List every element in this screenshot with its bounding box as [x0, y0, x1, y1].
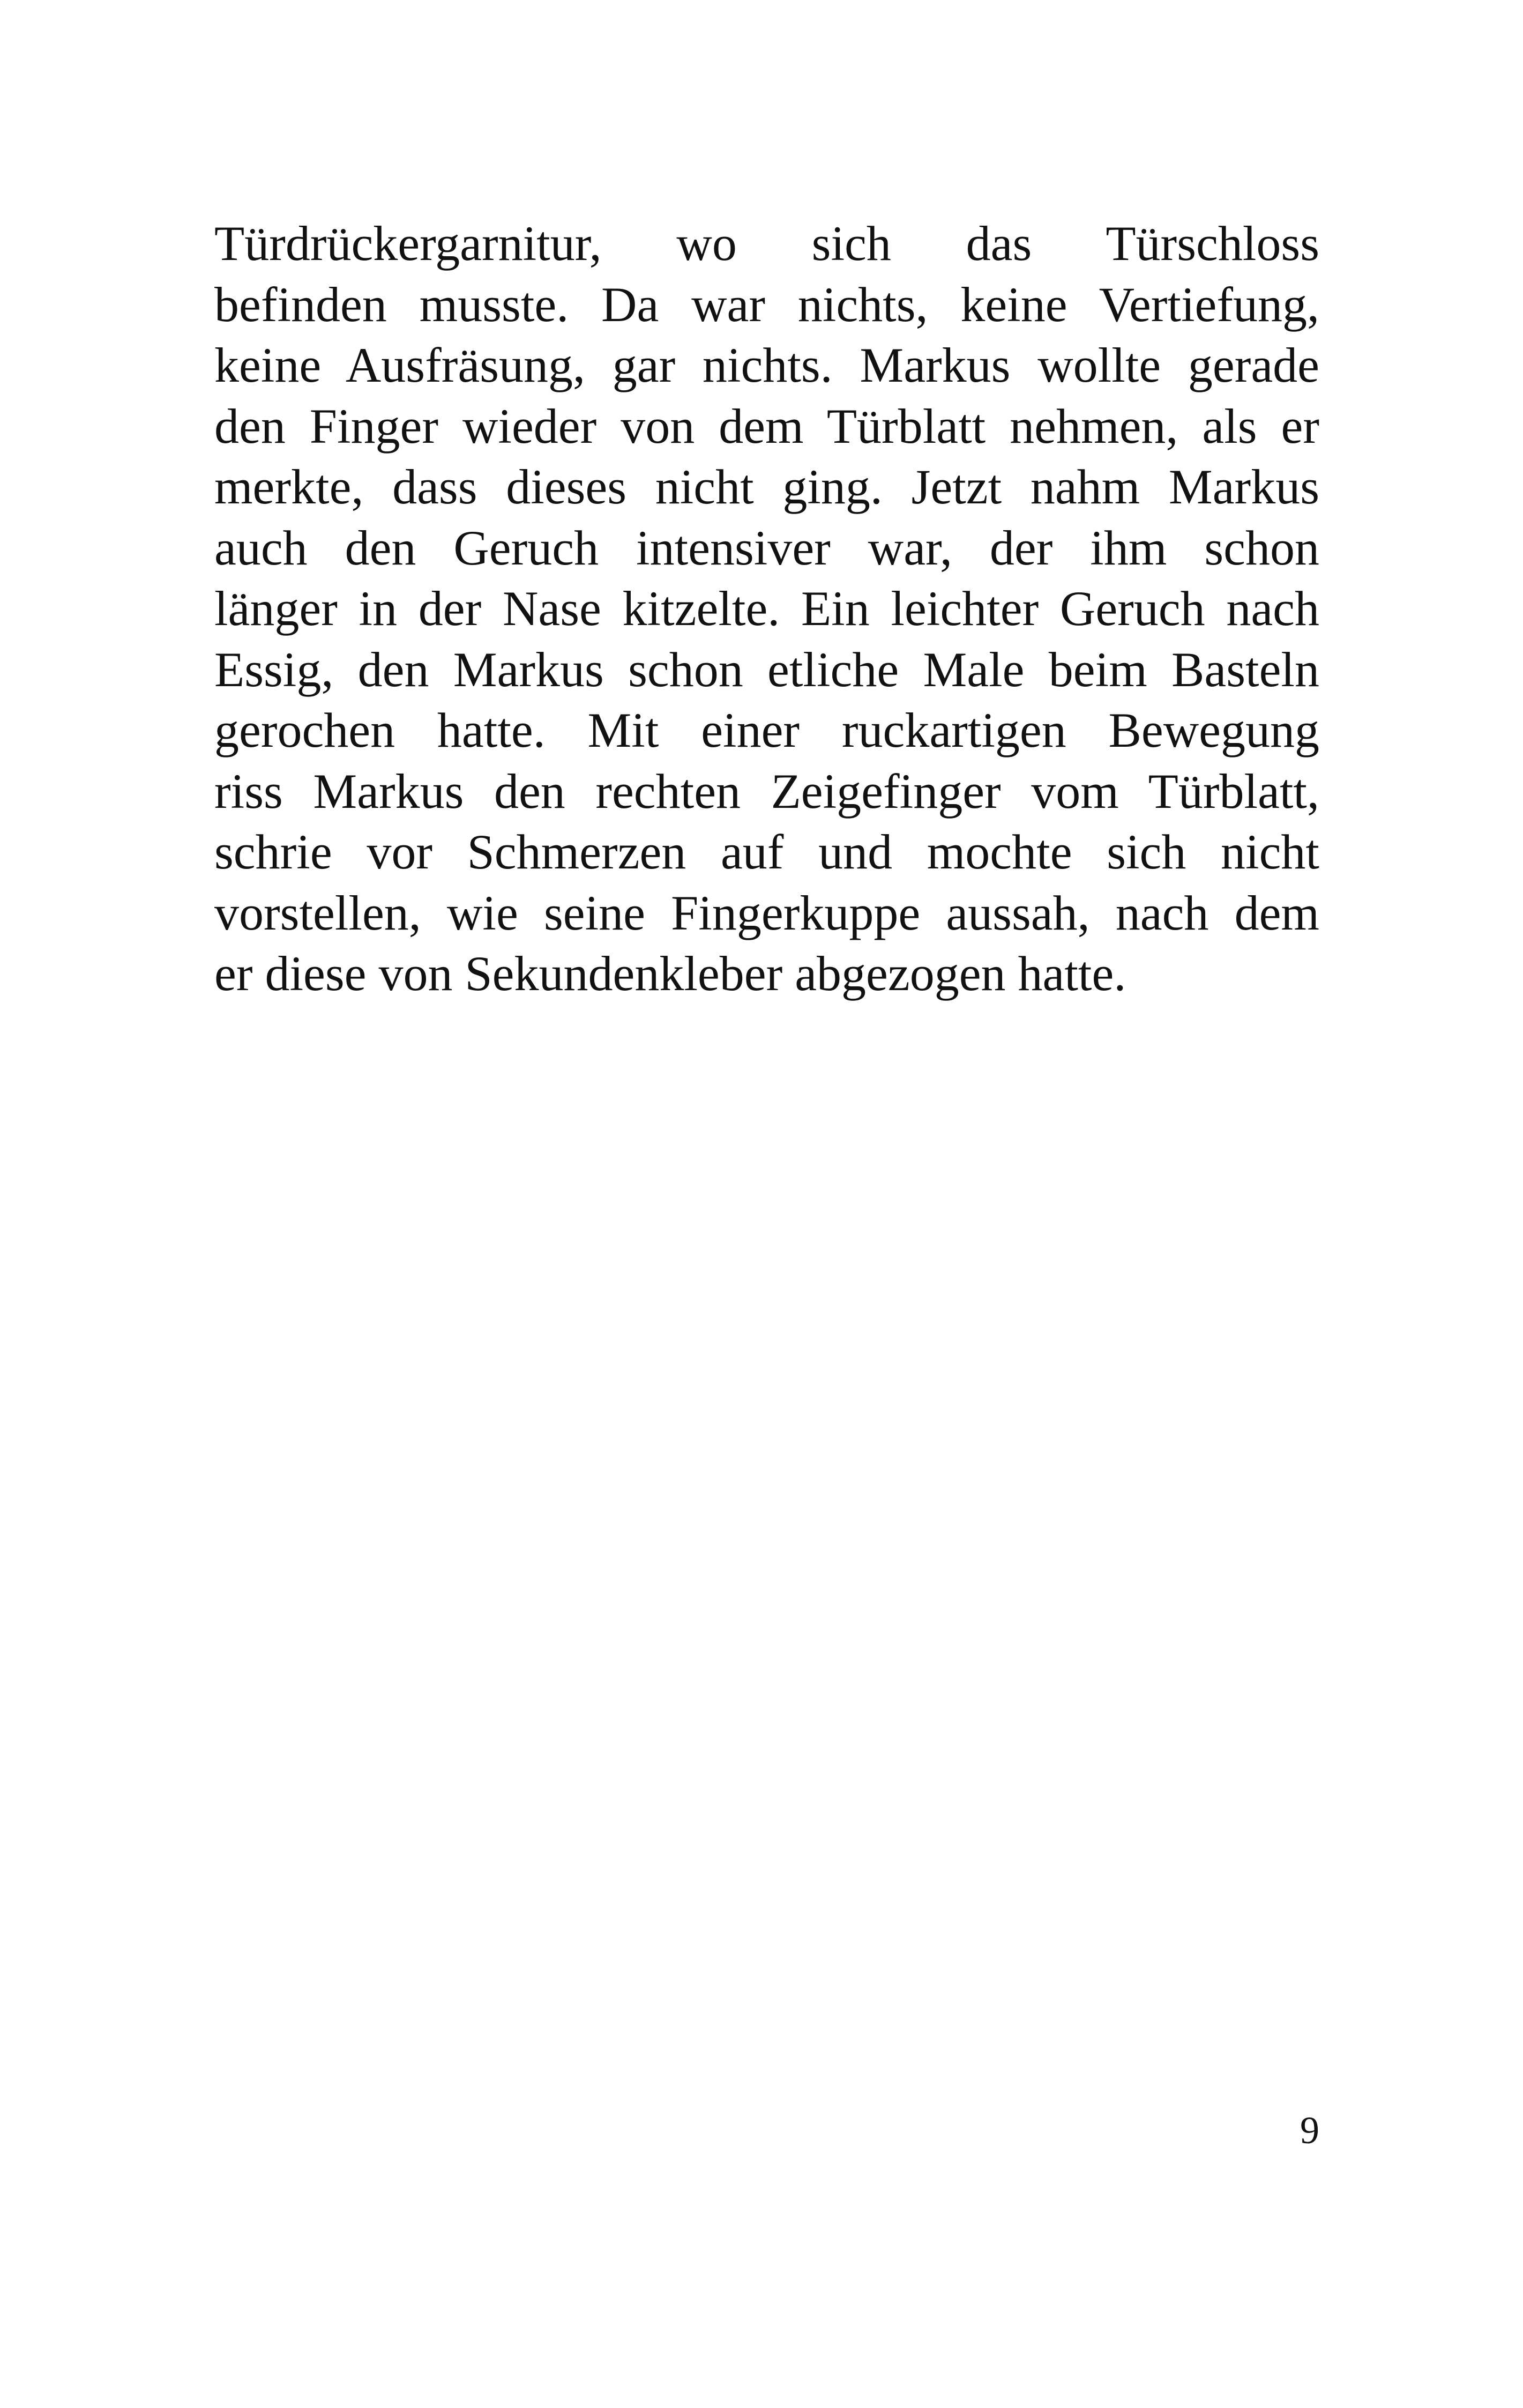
text-line: merkte, dass dieses nicht ging. Jetzt nahm Markus — [214, 459, 1319, 514]
body-paragraph — [214, 213, 1319, 1005]
text-line: länger in der Nase kitzelte. Ein leichter Geruch nach — [214, 581, 1319, 636]
text-line: befinden musste. Da war nichts, keine Vertiefung, — [214, 277, 1319, 332]
text-line: auch den Geruch intensiver war, der ihm schon — [214, 520, 1319, 575]
text-line: riss Markus den rechten Zeigefinger vom Türblatt, — [214, 763, 1319, 819]
text-line: gerochen hatte. Mit einer ruckartigen Bewegung — [214, 703, 1319, 757]
text-line: Essig, den Markus schon etliche Male beim Basteln — [214, 642, 1319, 697]
text-line: schrie vor Schmerzen auf und mochte sich nicht — [214, 824, 1319, 879]
page-number: 9 — [1300, 2109, 1319, 2152]
text-line: vorstellen, wie seine Fingerkuppe aussah, nach dem — [214, 885, 1319, 940]
text-line: er diese von Sekundenkleber abgezogen hatte. — [214, 946, 1126, 1001]
text-line: den Finger wieder von dem Türblatt nehmen, als er — [214, 398, 1319, 454]
text-line: keine Ausfräsung, gar nichts. Markus wollte gerade — [214, 338, 1319, 392]
text-line: Türdrückergarnitur, wo sich das Türschloss — [214, 216, 1319, 271]
